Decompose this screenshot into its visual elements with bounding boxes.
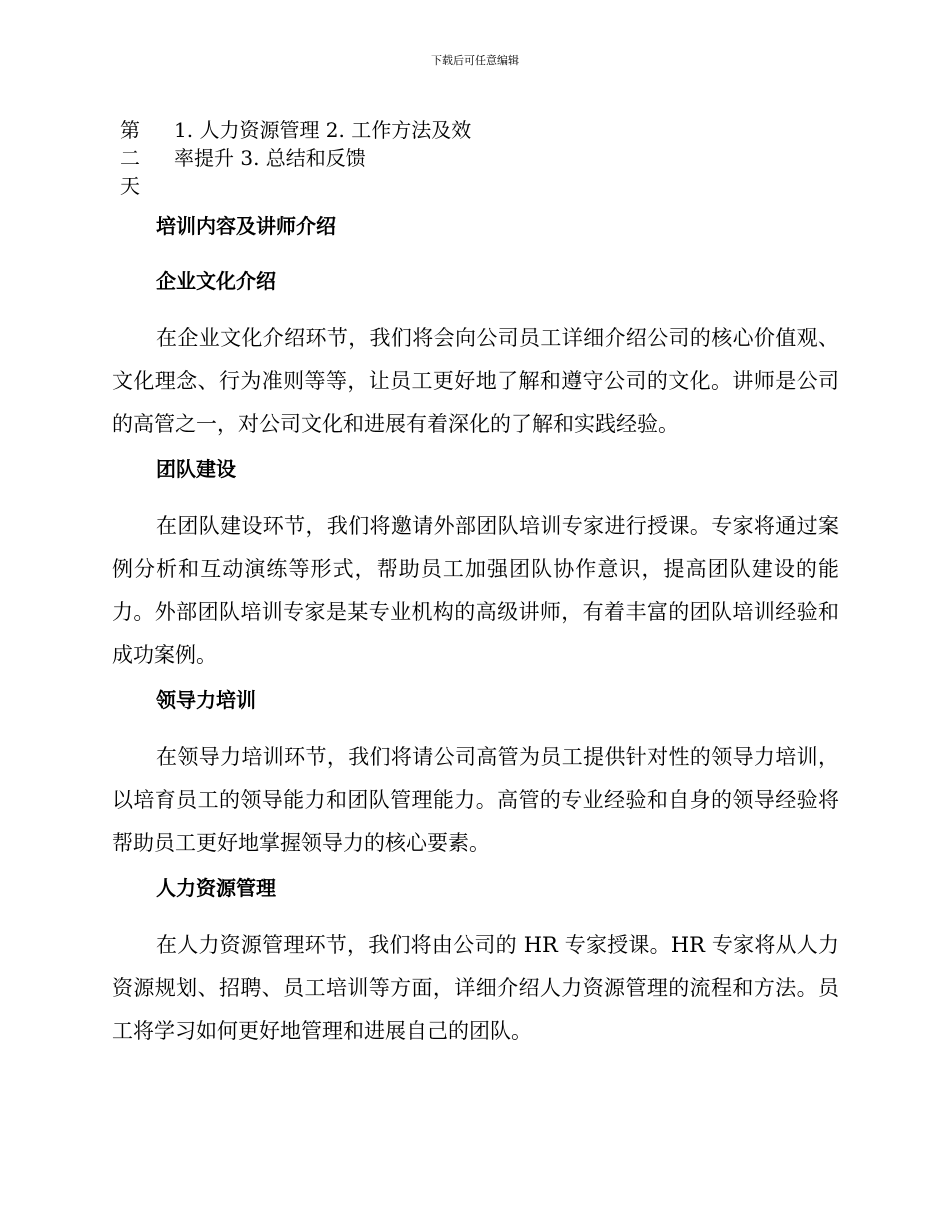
schedule-day-label: 第二天 bbox=[120, 118, 140, 198]
section-body-culture: 在企业文化介绍环节，我们将会向公司员工详细介绍公司的核心价值观、文化理念、行为准则等等，让员工更好地了解和遵守公司的文化。讲师是公司的高管之一，对公司文化和进展有着深化的了解和实践经验。 bbox=[112, 326, 839, 436]
section-body-hr: 在人力资源管理环节，我们将由公司的 HR 专家授课。HR 专家将从人力资源规划、招聘、员工培训等方面，详细介绍人力资源管理的流程和方法。员工将学习如何更好地管理和进展自己的团队。 bbox=[112, 933, 839, 1043]
section-heading-culture: 企业文化介绍 bbox=[156, 269, 276, 293]
page-header-note: 下载后可任意编辑 bbox=[431, 54, 519, 67]
section-heading-team: 团队建设 bbox=[156, 457, 236, 481]
schedule-table-row bbox=[120, 116, 640, 202]
schedule-day-content: 1. 人力资源管理 2. 工作方法及效率提升 3. 总结和反馈 bbox=[174, 118, 472, 170]
section-heading-hr: 人力资源管理 bbox=[156, 876, 276, 900]
section-body-leadership: 在领导力培训环节，我们将请公司高管为员工提供针对性的领导力培训，以培育员工的领导能力和团队管理能力。高管的专业经验和自身的领导经验将帮助员工更好地掌握领导力的核心要素。 bbox=[112, 745, 839, 855]
main-heading: 培训内容及讲师介绍 bbox=[156, 214, 336, 238]
section-heading-leadership: 领导力培训 bbox=[156, 688, 256, 712]
section-body-team: 在团队建设环节，我们将邀请外部团队培训专家进行授课。专家将通过案例分析和互动演练等形式，帮助员工加强团队协作意识，提高团队建设的能力。外部团队培训专家是某专业机构的高级讲师，有着丰富的团队培训经验和成功案例。 bbox=[112, 514, 839, 667]
document-body bbox=[112, 212, 839, 1062]
